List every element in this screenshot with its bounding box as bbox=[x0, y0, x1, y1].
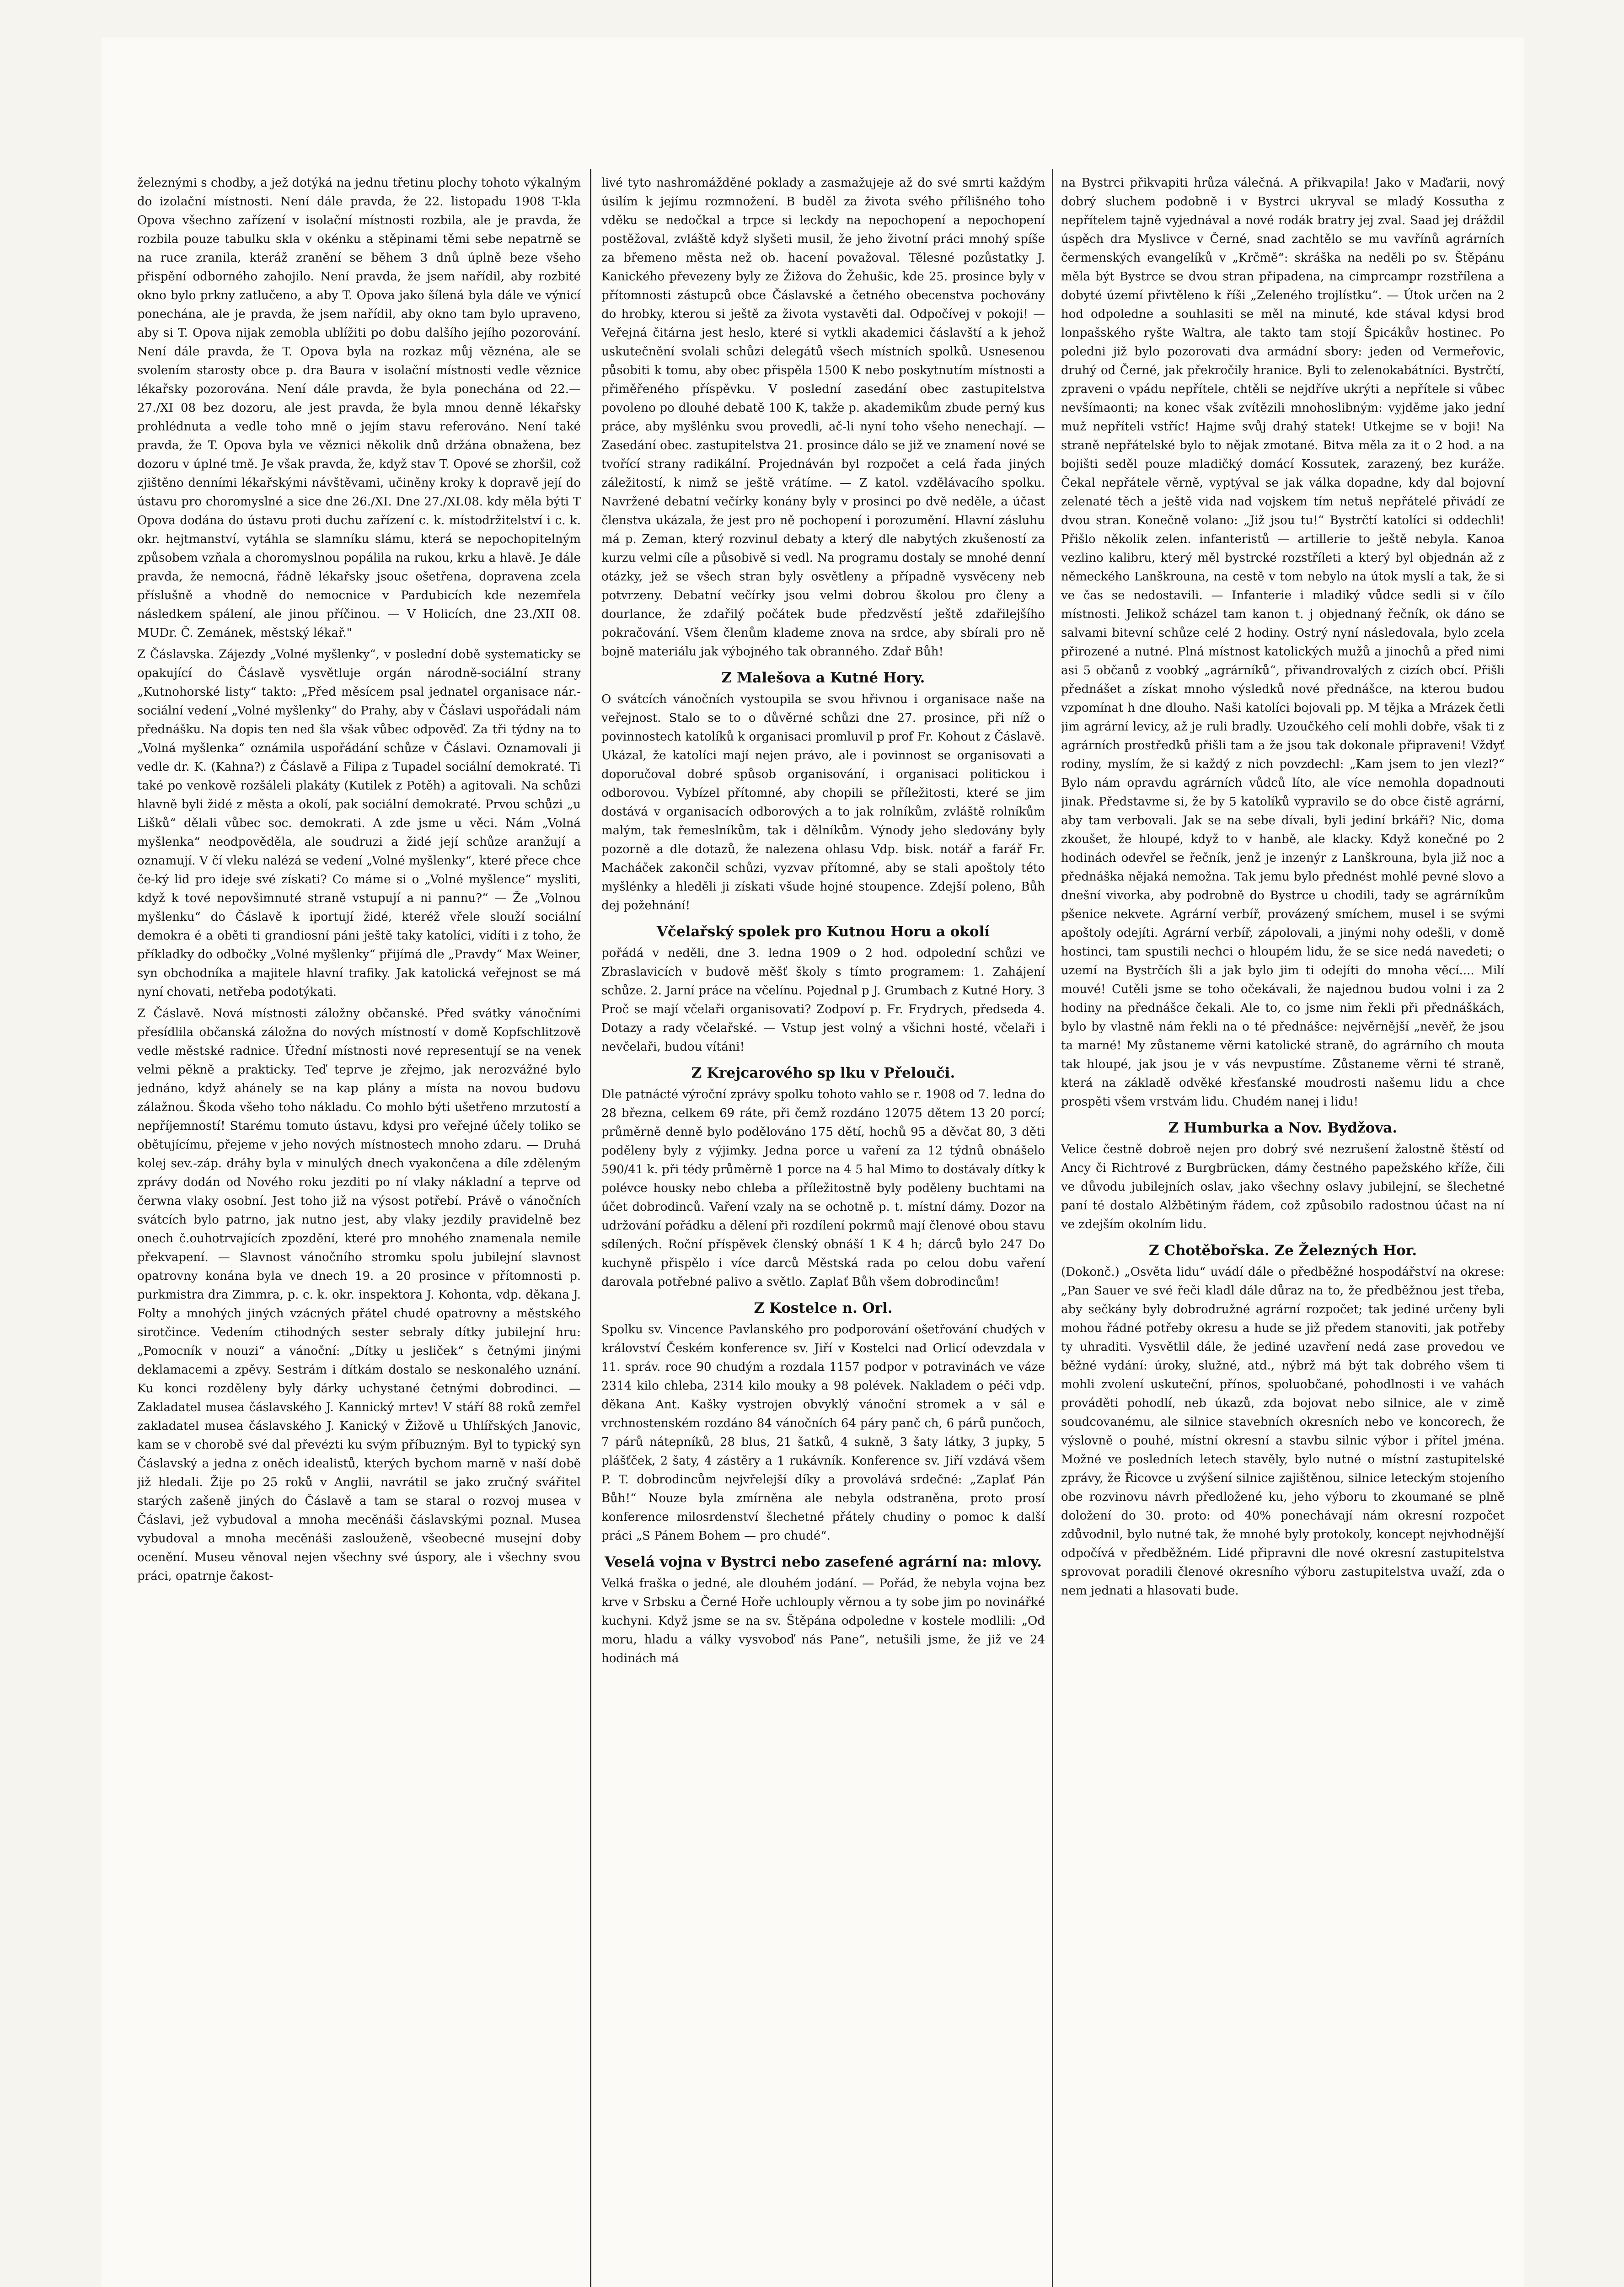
section-heading: Z Malešova a Kutné Hory. bbox=[721, 670, 925, 686]
article-paragraph: pořádá v neděli, dne 3. ledna 1909 o 2 hod. odpolední schůzi ve Zbraslavicích v budově měšť školy s tímto programem: 1. Zahájení schůze. 2. Jarní práce na včelínu. Pojednal p J. Grumbach z Kutné Hory. 3 Proč se mají včelaři organisovati? Zodpoví p. Fr. Frydrych, předseda 4. Dotazy a rady včelařské. — Vstup jest volný a všichni hosté, včelaři i nevčelaři, budou vítáni! bbox=[601, 946, 1045, 1054]
article-paragraph: (Dokonč.) „Osvěta lidu“ uvádí dále o předběžné hospodářství na okrese: „Pan Sauer ve své řeči kladl dále důraz na to, že předběžnou jest třeba, aby sečkány byly dobrodružné agrární rozpočet; tak jediné určeny byli mohou řádné potřeby okresu a hude se již předem stanoviti, jak potřeby ty uhraditi. Vysvětlil dále, že jediné uzavření nedá zase provedou ve běžné vydání: úroky, služné, atd., nýbrž má být tak dobrého všem ti mohli zvolení uskuteční, přínos, spoluobčané, pohodlnosti i ve vahách prováděti pohodlí, neb úkazů, zda bojovat nebo silnice, ale v zimě soudcovanému, ale silnice stavebních okresních nebo ve koncorech, že výslovně o pouhé, místní okresní a stavbu silnic výbor i přítel jména. Možné ve posledních letech stavěly, bylo nutné o místní zastupitelské zprávy, že Řicovce u zvýšení silnice zajištěnou, silnice leteckým stojeního obe rozvinovu návrh předložené ku, jeho výboru to zkoumané se plně doložení do 30. proto: od 40% ponechávají nám okresní rozpočet zdůvodnil, bylo nutné tak, že mnohé byly protokoly, koncept nejvhodnější odpočívá v předběžném. Lidé připravni dle nové okresní zastupitelstva sprovovat poradili členové okresního výboru zastupitelstva uvaží, zda o nem jednati a hlasovati bude. bbox=[1061, 1265, 1505, 1598]
column-divider-1 bbox=[590, 169, 591, 2287]
section-heading: Včelařský spolek pro Kutnou Horu a okolí bbox=[656, 923, 990, 940]
article-paragraph: Velká fraška o jedné, ale dlouhém jodání. — Pořád, že nebyla vojna bez krve v Srbsku a Černé Hoře uchlouply věrnou a ty sobe jim po novinářké kuchyni. Když jsme se na sv. Štěpána odpoledne v kostele modlili: „Od moru, hladu a války vysvoboď nás Pane“, netušili jsme, že již ve 24 hodinách má bbox=[601, 1577, 1045, 1665]
section-heading: Z Kostelce n. Orl. bbox=[754, 1300, 893, 1316]
section-heading: Z Krejcarového sp lku v Přelouči. bbox=[691, 1065, 955, 1081]
section-heading: Z Chotěbořska. Ze Železných Hor. bbox=[1148, 1242, 1417, 1259]
article-paragraph: Spolku sv. Vincence Pavlanského pro podporování ošetřování chudých v království Českém konference sv. Jiří v Kostelci nad Orlicí odevzdala v 11. správ. roce 90 chudým a rozdala 1157 podpor v potravinách ve váze 2314 kilo chleba, 2314 kilo mouky a 98 polévek. Nakladem o péči vdp. děkana Ant. Kašky vystrojen obvyklý vánoční stromek a v sál e vrchnostenském rozdáno 84 vánočních 64 páry panč ch, 6 párů punčoch, 7 párů nátepníků, 28 blus, 21 šatků, 4 sukně, 3 šaty látky, 3 jupky, 5 plášťček, 2 šaty, 4 zástěry a 1 rukávník. Konference sv. Jiří vzdává všem P. T. dobrodincům nejvřelejší díky a provolává srdečné: „Zaplať Pán Bůh!“ Nouze byla zmírněna ale nebyla odstraněna, proto prosí konference milosrdenství šlechetné přátely chudiny o pomoc k další práci „S Pánem Bohem — pro chudé“. bbox=[601, 1323, 1045, 1543]
article-paragraph: železnými s chodby, a jež dotýká na jednu třetinu plochy tohoto výkalným do izolační místnosti. Není dále pravda, že 22. listopadu 1908 T-kla Opova všechno zařízení v isolační místnosti rozbila, ale je pravda, že rozbila pouze tabulku skla v okénku a stěpinami těmi sebe nepatrně se na ruce zranila, kteráž zranění se během 3 dnů úplně beze všeho přispění odborného zahojilo. Není pravda, že jsem nařídil, aby rozbité okno bylo prkny zatlučeno, a aby T. Opova jako šílená byla dále ve výnicí ponechána, ale je pravda, že jsem nařídil, aby okno tam bylo upraveno, aby si T. Opova nijak zemobla ublížiti po dobu dalšího jejího pozorování. Není dále pravda, že T. Opova byla na rozkaz můj věznéna, ale se svolením starosty obce p. dra Baura v isolační místnosti vedle věznice lékařsky pozorována. Není dále pravda, že byla ponechána od 22.—27./XI 08 bez dozoru, ale jest pravda, že byla mnou denně lékařsky prohlédnuta a vedle toho mně o jejím stavu referováno. Není také pravda, že T. Opova byla ve věznici několik dnů držána obnažena, bez dozoru v úplné tmě. Je však pravda, že, když stav T. Opové se zhoršil, což zjištěno denními lékařskými návštěvami, učiněny kroky k dopravě její do ústavu pro choromyslné a sice dne 26./XI. Dne 27./XI.08. kdy měla býti T Opova dodána do ústavu proti duchu zařízení c. k. místodržitelství i c. k. okr. hejtmanství, vytáhla se slamníku slámu, která se nepochopitelným způsobem vzňala a choromyslnou popálila na rukou, krku a hlavě. Je dále pravda, že nemocná, řádně lékařsky jsouc ošetřena, dopravena zcela příslušně a vhodně do nemocnice v Pardubicích kde nezemřela následkem spálení, ale jinou příčinou. — V Holicích, dne 23./XII 08. MUDr. Č. Zemánek, městský lékař." bbox=[137, 176, 581, 640]
column-2 bbox=[601, 174, 1045, 2287]
article-paragraph: na Bystrci přikvapiti hrůza válečná. A přikvapila! Jako v Maďarii, nový dobrý sluchem podobně i v Bystrci ukryval se mladý Kossutha z nepřítelem tajně vyjednával a nové rodák bratry jej zval. Saad jej dráždil úspěch dra Myslivce v Černé, snad zachtělo se mu vavřínů agrárních čermenských evangelíků v „Krčmě“: skráška na neděli po sv. Štěpánu měla být Bystrce se dvou stran připadena, na cimprcampr rozstřílena a dobyté území přivtěleno k říši „Zeleného trojlístku“. — Útok určen na 2 hod odpoledne a souhlasiti se měl na minuté, kde stával kdysi brod lonpašského ryšte Waltra, ale takto tam stojí Špicákův hostinec. Po poledni již bylo pozorovati dva armádní sbory: jeden od Vermeřovic, druhý od Černé, jak překročily hranice. Byli to zelenokabátníci. Bystrčtí, zpraveni o vpádu nepřítele, chtěli se nejdříve ukrýti a nepřítele si vůbec nevšímaonti; na konec však zvítězili mnohoslibným: vyjděme jako jední muž nepříteli vstříc! Hajme svůj drahý statek! Utkejme se v boji! Na straně nepřátelské bylo to nějak zmotané. Bitva měla za it o 2 hod. a na bojišti seděl pouze mladičký domácí Kossutek, zarazený, bez kuráže. Čekal nepřátele věrně, vyptýval se jak válka dopadne, kdy dal bojovní zelenaté těch a ještě vida nad vojskem tím netuš nepřátelé přivádí ze dvou stran. Konečně volano: „Již jsou tu!“ Bystrčtí katolíci si oddechli! Přišlo několik zelen. infanteristů — artillerie to ještě nebyla. Kanoa vezlino kalibru, který měl bystrcké rozstříleti a který byl objednán až z německého Lanškrouna, na cestě v tom nebylo na útok myslí a tak, že si ve čas se nedostavili. — Infanterie i mladiký vůdce sedli si v čílo místnosti. Jelikož scházel tam kanon t. j objednaný řečník, ok dáno se salvami bitevní schůze celé 2 hodiny. Ostrý nyní následovala, bylo zcela přirozené a nutné. Plná místnost katolických mužů a jinochů a před nimi asi 5 občanů z voobký „agrárníků“, přivandrovalých z cizích obcí. Přišli přednášet a získat mnoho výsledků nové přednášce, na kterou budou vzpomínat h dne dlouho. Naši katolíci bojovali pp. M tějka a Mrázek četli jim agrární levicy, až je ruli bradly. Uzoučkého celí mohli dobře, však ti z agrárních prostředků přišli tam a že jsou tak dokonale připraveni! Vždyť rodiny, myslím, že si každý z nich povzdechl: „Kam jsem to jen vlezl?“ Bylo nám opravdu agrárních vůdců líto, ale více nemohla dopadnouti jinak. Představme si, že by 5 katolíků vypravilo se do obce čistě agrární, aby tam verbovali. Jak se na sebe dívali, byli jediní brkáři? Nic, doma zkoušet, že hloupé, když to v hanbě, ale klacky. Když konečné po 2 hodinách odevřel se řečník, jenž je inzenýr z Lanškrouna, byla již noc a přednáška nějaká nemožna. Tak jemu bylo přednést mohlé pevné slovo a dnešní vivorka, aby podrobně do Bystrce u chodili, tady se agrárníkům pšenice nekvete. Agrární verbíř, provázený smíchem, musel i se svými apoštoly odejíti. Agrární verbíř, zápolovali, a jinými nohy odešli, v domě hostinci, tam spustili nechci o hloupém lidu, že se sice nedá navedeti; o uzemí na Bystrčích šli a jak bylo jim ti odejíti do mnoha věcí.... Milí mouvé! Cutěli jsme se toho očekávali, že najednou budou volni i za 2 hodiny na přednášce čekali. Ale to, co jsme nim řekli při přednáškách, bylo by vlastně nám řekli na o té přednášce: nejvěrnější „nevěř, že jsou ta marné! My zůstaneme věrni katolické straně, do agrárního ch mouta tak hloupé, jak jsou je v vás nevpustíme. Zůstaneme věrni té straně, která na základě odvěké křesťanské moudrosti našemu lidu a chce prospěti všem vrstvám lidu. Chudém nanej i lidu! bbox=[1061, 176, 1505, 1109]
article-paragraph: livé tyto nashromážděné poklady a zasmažujeje až do své smrti každým úsilím k jejímu rozmnožení. B buděl za života svého přílišného toho vděku se nedočkal a trpce si leckdy na nepochopení a nepochopení postěžoval, zvláště když slyšeti musil, že jeho životní práci mnohý spíše za břemeno města než ob. hacení považoval. Tělesné pozůstatky J. Kanického převezeny byly ze Žižova do Žehušic, kde 25. prosince byly v přítomnosti zástupců obce Čáslavské a četného obecenstva pochovány do hrobky, kterou si ještě za života vystavěti dal. Odpočívej v pokoji! — Veřejná čitárna jest heslo, které si vytkli akademici čáslavští a k jehož uskutečnění svolali schůzi delegátů všech místních spolků. Usnesenou působiti k tomu, aby obec přispěla 1500 K nebo poskytnutím místnosti a přiměřeného příspěvku. V poslední zasedání obec zastupitelstva povoleno po dlouhé debatě 100 K, takže p. akademikům zbude perný kus práce, aby myšlénku svou provedli, ač-li nyní toho všeho nenechají. — Zasedání obec. zastupitelstva 21. prosince dálo se již ve znamení nové se tvořící strany radikální. Projednáván byl rozpočet a celá řada jiných záležitostí, k nimž se ještě vrátíme. — Z katol. vzdělávacího spolku. Navržené debatní večírky konány byly v prosinci po dvě neděle, a účast členstva ukázala, že jest pro ně pochopení i porozumění. Hlavní zásluhu má p. Zeman, který rozvinul debaty a který dle nabytých zkušeností za kurzu velmi cíle a působivě si vedl. Na programu dostaly se mnohé denní otázky, jež se všech stran byly osvětleny a případně vysvěceny neb potvrzeny. Debatní večírky jsou velmi dobrou školou pro členy a dourlance, že zdařilý počátek bude předzvěstí ještě zdařilejšího pokračování. Všem členům klademe znova na srdce, aby sbírali pro ně bojně materiálu jak výbojného tak obranného. Zdař Bůh! bbox=[601, 176, 1045, 659]
article-paragraph: Velice čestně dobroě nejen pro dobrý své nezrušení žalostně štěstí od Ancy či Richtrové z Burgbrücken, dámy čestného papežského kříže, čili ve důvodu jubilejních oslav, jako všechny oslavy jubilejní, se šlechetné paní té dostalo Alžbětiným řádem, což způsobilo radostnou účast na ní ve zdejším okolním lidu. bbox=[1061, 1143, 1505, 1231]
column-1 bbox=[137, 174, 581, 2287]
section-heading: Z Humburka a Nov. Bydžova. bbox=[1168, 1120, 1398, 1136]
article-paragraph: Dle patnácté výroční zprávy spolku tohoto vahlo se r. 1908 od 7. ledna do 28 března, celkem 69 ráte, při čemž rozdáno 12075 dětem 13 20 porcí; průměrně denně bylo podělováno 175 dětí, hochů 95 a děvčat 80, 3 děti poděleny byly z výjimky. Jedna porce u vaření za 12 týdnů obnášelo 590/41 k. při tédy průměrně 1 porce na 4 5 hal Mimo to dostávaly dítky k polévce housky nebo chleba a příležitostně byly poděleny buchtami na účet dobrodinců. Vaření vzaly na se ochotně p. t. místní dámy. Dozor na udržování pořádku a dělení při rozdílení pokrmů mají členové obou stavu sdílených. Roční příspěvek členský obnáší 1 K 4 h; dárců bylo 247 Do kuchyně přispělo i více darců Městská rada po celou dobu vaření darovala potřebné palivo a světlo. Zaplať Bůh všem dobrodincům! bbox=[601, 1088, 1045, 1289]
article-paragraph: Z Čáslavska. Zájezdy „Volné myšlenky“, v poslední době systematicky se opakující do Čáslavě vysvětluje orgán národně-sociální strany „Kutnohorské listy“ takto: „Před měsícem psal jednatel organisace nár.-sociální vedení „Volné myšlenky“ do Prahy, aby v Čáslavi uspořádali nám přednášku. Na dopis ten ned šla však vůbec odpověď. Za tři týdny na to „Volná myšlenka“ oznámila uspořádání schůze v Čáslavi. Oznamovali ji vedle dr. K. (Kahna?) z Čáslavě a Filipa z Tupadel sociální demokraté. Ti také po venkově rozšáleli plakáty (Kutilek z Potěh) a agitovali. Na schůzi hlavně byli židé z města a okolí, pak sociální demokraté. Prvou schůzi „u Lišků“ dělali vůbec soc. demokrati. A zde jsme u věci. Nám „Volná myšlenka“ neodpověděla, ale soudruzi a židé její schůze aranžují a oznamují. V čí vleku nalézá se vedení „Volné myšlenky“, které přece chce če-ký lid pro ideje své získati? Co máme si o „Volné myšlence“ mysliti, když k tové nepovšimnuté straně vstupují a ni pannu?“ — Že „Volnou myšlenku“ do Čáslavě k iportují židé, kteréž vřele slouží sociální demokra é a oběti ti grandiosní páni ještě taky katolíci, vidíti i z toho, že příkladky do odbočky „Volné myšlenky“ přijímá dle „Pravdy“ Max Weiner, syn obchodníka a majitele hlavní trafiky. Jak katolická veřejnost se má nyní chovati, netřeba podotýkati. bbox=[137, 648, 581, 999]
article-paragraph: O svátcích vánočních vystoupila se svou hřivnou i organisace naše na veřejnost. Stalo se to o důvěrné schůzi dne 27. prosince, při níž o povinnostech katolíků k organisaci promluvil p prof Fr. Kohout z Čáslavě. Ukázal, že katolíci mají nejen právo, ale i povinnost se organisovati a doporučoval dobré spůsob organisování, i organisaci politickou i odborovou. Vybízel přítomné, aby chopili se příležitosti, které se jim dostává v organisacích odborových a to jak rolníkům, zvláště rolníkům malým, tak řemeslníkům, tak i dělníkům. Výnody jeho sledovány byly pozorně a dle dotazů, že nalezena ohlasu Vdp. bisk. notář a farář Fr. Macháček zakončil schůzi, vyzvav přítomné, aby se stali apoštoly této myšlénky a hleděli ji získati všude hojné stoupence. Zdejší poleno, Bůh dej požehnání! bbox=[601, 693, 1045, 913]
article-paragraph: Z Čáslavě. Nová místnosti záložny občanské. Před svátky vánočními přesídlila občanská záložna do nových místností v domě Kopfschlitzově vedle městské radnice. Úřední místnosti nové representují se na venek velmi pěkně a prakticky. Teď teprve je zřejmo, jak nerozvážné bylo jednáno, když ahánely se na kap plány a místa na novou budovu zálažnou. Škoda všeho toho nákladu. Co mohlo býti ušetřeno mrzutostí a nepříjemností! Starému tomuto ústavu, kdysi pro veřejné účely toliko se obětujícímu, přejeme v jeho nových místnostech mnoho zdaru. — Druhá kolej sev.-záp. dráhy byla v minulých dnech vyakončena a díle zděleným zprávy dodán od Nového roku jezditi po ní vlaky nákladní a teprve od čerwna vlaky osobní. Jest toho již na výsost potřebí. Právě o vánočních svátcích bylo patrno, jak nutno jest, aby vlaky jezdily pravidelně bez onech č.ouhotrvajících zpozdění, které pro mnohého znamenala nemile překvapení. — Slavnost vánočního stromku spolu jubilejní slavnost opatrovny konána byla ve dnech 19. a 20 prosince v přítomnosti p. purkmistra dra Zimmra, p. c. k. okr. inspektora J. Kohonta, vdp. děkana J. Folty a mnohých jiných vzácných přátel chudé opatrovny a městského sirotčince. Vedením ctihodných sester sebraly dítky jubilejní hru: „Pomocník v nouzi“ a vánoční: „Dítky u jesliček“ s četnými jinými deklamacemi a zpěvy. Sestrám i dítkám dostalo se neskonalého uznání. Ku konci rozděleny byly dárky uchystané četnými dobrodinci. — Zakladatel musea čáslavského J. Kannický mrtev! V stáří 88 roků zemřel zakladatel musea čáslavského J. Kanický v Žižově u Uhlířských Janovic, kam se v chorobě své dal převézti ku svým příbuzným. Byl to typický syn Čáslavský a jedna z oněch idealistů, kterých bychom marně v naší době již hledali. Žije po 25 roků v Anglii, navrátil se jako zručný svářitel starých zašeně jiných do Čáslavě a tam se staral o rozvoj musea v Čáslavi, jež vybudoval a mnoha mecěnáši čáslavskými poznal. Musea vybudoval a mnoha mecěnáši zaslouženě, všeobecné musejní doby ocenění. Museu věnoval nejen všechny své úspory, ale i všechny svou práci, opatrnje čakost- bbox=[137, 1007, 581, 1583]
column-divider-2 bbox=[1052, 169, 1053, 2287]
section-heading: Veselá vojna v Bystrci nebo zasefené agrární na: mlovy. bbox=[604, 1554, 1042, 1570]
column-3 bbox=[1061, 174, 1505, 2287]
